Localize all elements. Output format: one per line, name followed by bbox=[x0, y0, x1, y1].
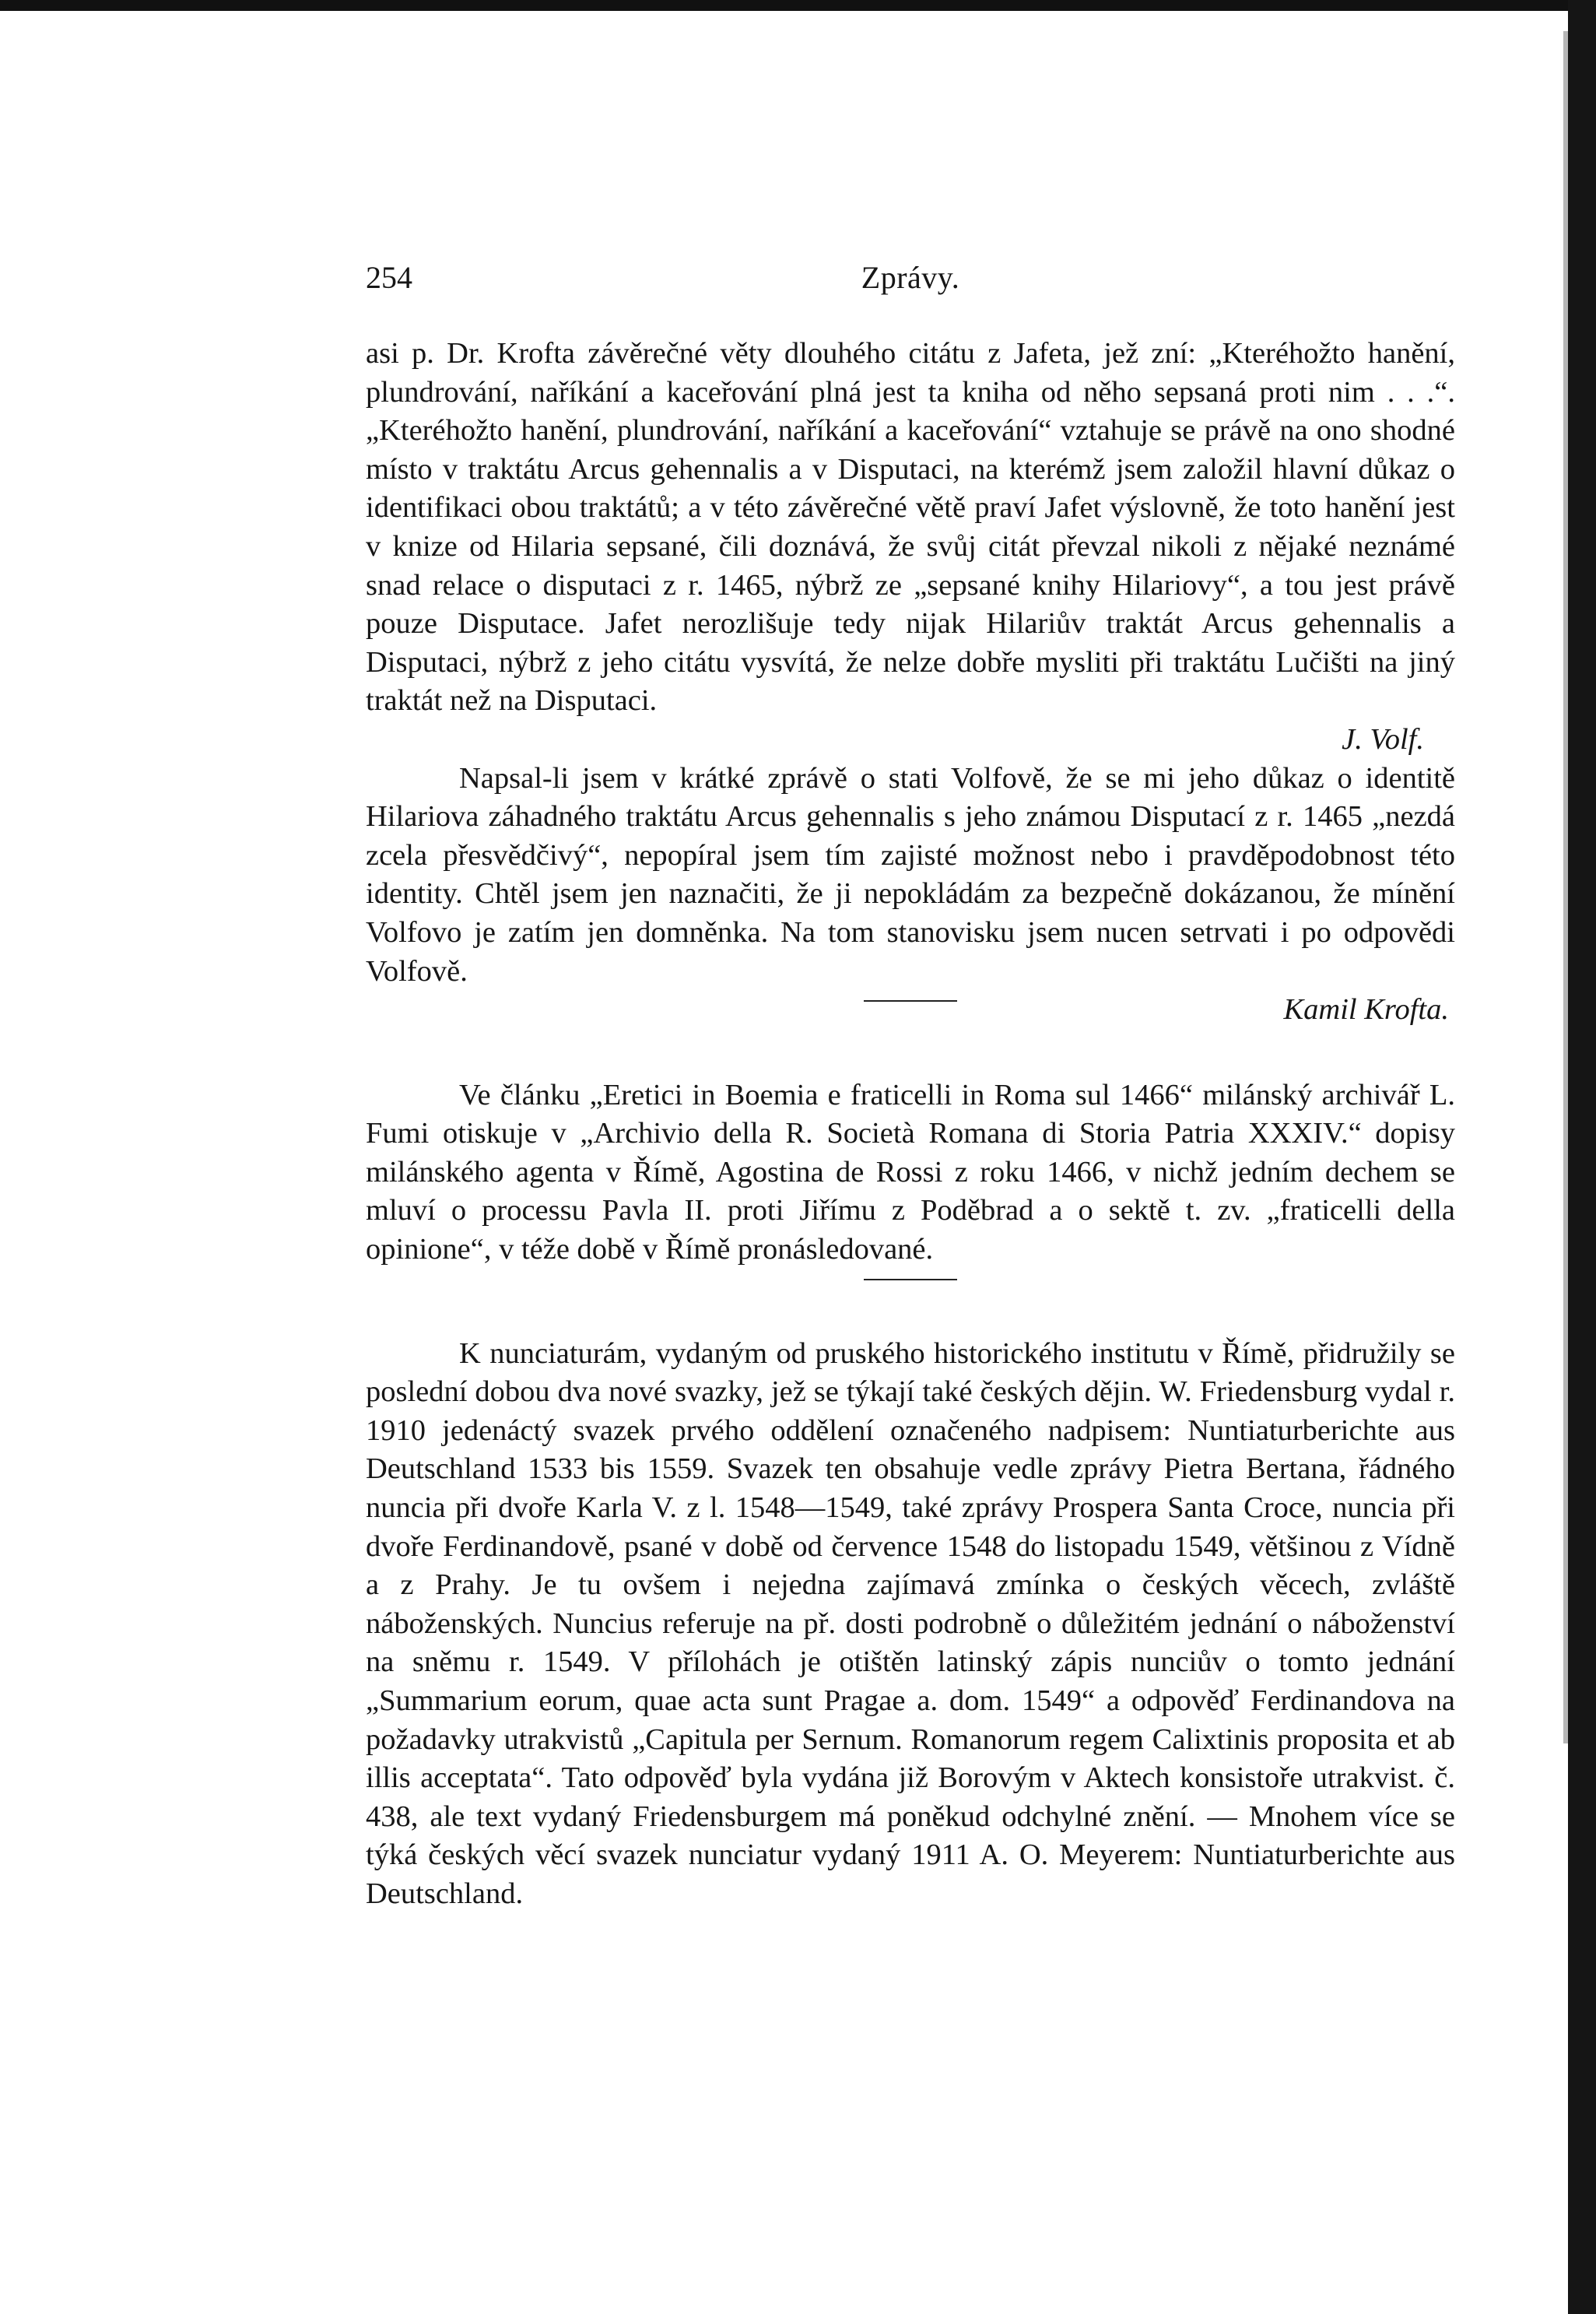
section-divider bbox=[864, 1279, 957, 1280]
signature-volf: J. Volf. bbox=[1342, 722, 1424, 756]
scan-edge-top bbox=[0, 0, 1596, 11]
paragraph-nunciatures: K nunciaturám, vydaným od pruského historického institutu v Římě, přidružily se poslední dobou dva nové svazky, jež se týkají také českých dějin. W. Friedensburg vydal r. 1910 jedenáctý svazek prvého oddělení označeného nadpisem: Nuntiaturberichte aus Deutschland 1533 bis 1559. Svazek ten obsahuje vedle zprávy Pietra Bertana, řádného nuncia při dvoře Karla V. z l. 1548—1549, také zprávy Prospera Santa Croce, nuncia při dvoře Ferdinandově, psané v době od července 1548 do listopadu 1549, většinou z Vídně a z Prahy. Je tu ovšem i nejedna zajímavá zmínka o českých věcech, zvláště náboženských. Nuncius referuje na př. dosti podrobně o důležitém jednání o náboženství na sněmu r. 1549. V přílohách je otištěn latinský zápis nunciův o tomto jednání „Summarium eorum, quae acta sunt Pragae a. dom. 1549“ a odpověď Ferdinandova na požadavky utrakvistů „Capitula per Sernum. Romanorum regem Calixtinis proposita et ab illis acceptata“. Tato odpověď byla vydána již Borovým v Aktech konsistoře utrakvist. č. 438, ale text vydaný Friedensburgem má poněkud odchylné znění. — Mnohem více se týká českých věcí svazek nunciatur vydaný 1911 A. O. Meyerem: Nuntiaturberichte aus Deutschland. bbox=[366, 1336, 1455, 1910]
signature-krofta: Kamil Krofta. bbox=[1283, 993, 1449, 1027]
page-number: 254 bbox=[366, 260, 412, 295]
section-divider bbox=[864, 1000, 957, 1002]
book-page bbox=[366, 258, 1455, 1914]
paragraph-fumi-article: Ve článku „Eretici in Boemia e fraticelli in Roma sul 1466“ milánský archivář L. Fumi otiskuje v „Archivio della R. Società Romana di Storia Patria XXXIV.“ dopisy milánského agenta v Římě, Agostina de Rossi z roku 1466, v nichž jedním dechem se mluví o processu Pavla II. proti Jiřímu z Poděbrad a o sektě t. zv. „fraticelli della opinione“, v téže době v Římě pronásledované. bbox=[366, 1078, 1455, 1266]
paragraph-krofta-reply: Napsal-li jsem v krátké zprávě o stati Volfově, že se mi jeho důkaz o identitě Hilariova záhadného traktátu Arcus gehennalis s jeho známou Disputací z r. 1465 „nezdá zcela přesvědčivý“, nepopíral jsem tím zajisté možnost nebo i pravděpodobnost této identity. Chtěl jsem jen naznačiti, že ji nepokládám za bezpečně dokázanou, že mínění Volfovo je zatím jen domněnka. Na tom stanovisku jsem nucen setrvati i po odpovědi Volfově. bbox=[366, 761, 1455, 988]
running-title: Zprávy. bbox=[861, 260, 960, 295]
scan-edge-right bbox=[1568, 0, 1596, 2314]
page-header bbox=[366, 258, 1455, 305]
paragraph-volf-reply: asi p. Dr. Krofta závěrečné věty dlouhého citátu z Jafeta, jež zní: „Kteréhožto hanění, plundrování, naříkání a kaceřování plná jest ta kniha od něho sepsaná proti nim . . .“. „Kteréhožto hanění, plundrování, naříkání a kaceřování“ vztahuje se právě na ono shodné místo v traktátu Arcus gehennalis a v Disputaci, na kterémž jsem založil hlavní důkaz o identifikaci obou traktátů; a v této závěrečné větě praví Jafet výslovně, že toto hanění jest v knize od Hilaria sepsané, čili doznává, že svůj citát převzal nikoli z nějaké neznámé snad relace o disputaci z r. 1465, nýbrž ze „sepsané knihy Hilariovy“, a tou jest právě pouze Disputace. Jafet nerozlišuje tedy nijak Hilariův traktát Arcus gehennalis a Disputaci, nýbrž z jeho citátu vysvítá, že nelze dobře mysliti při traktátu Lučišti na jiný traktát než na Disputaci. bbox=[366, 337, 1455, 718]
